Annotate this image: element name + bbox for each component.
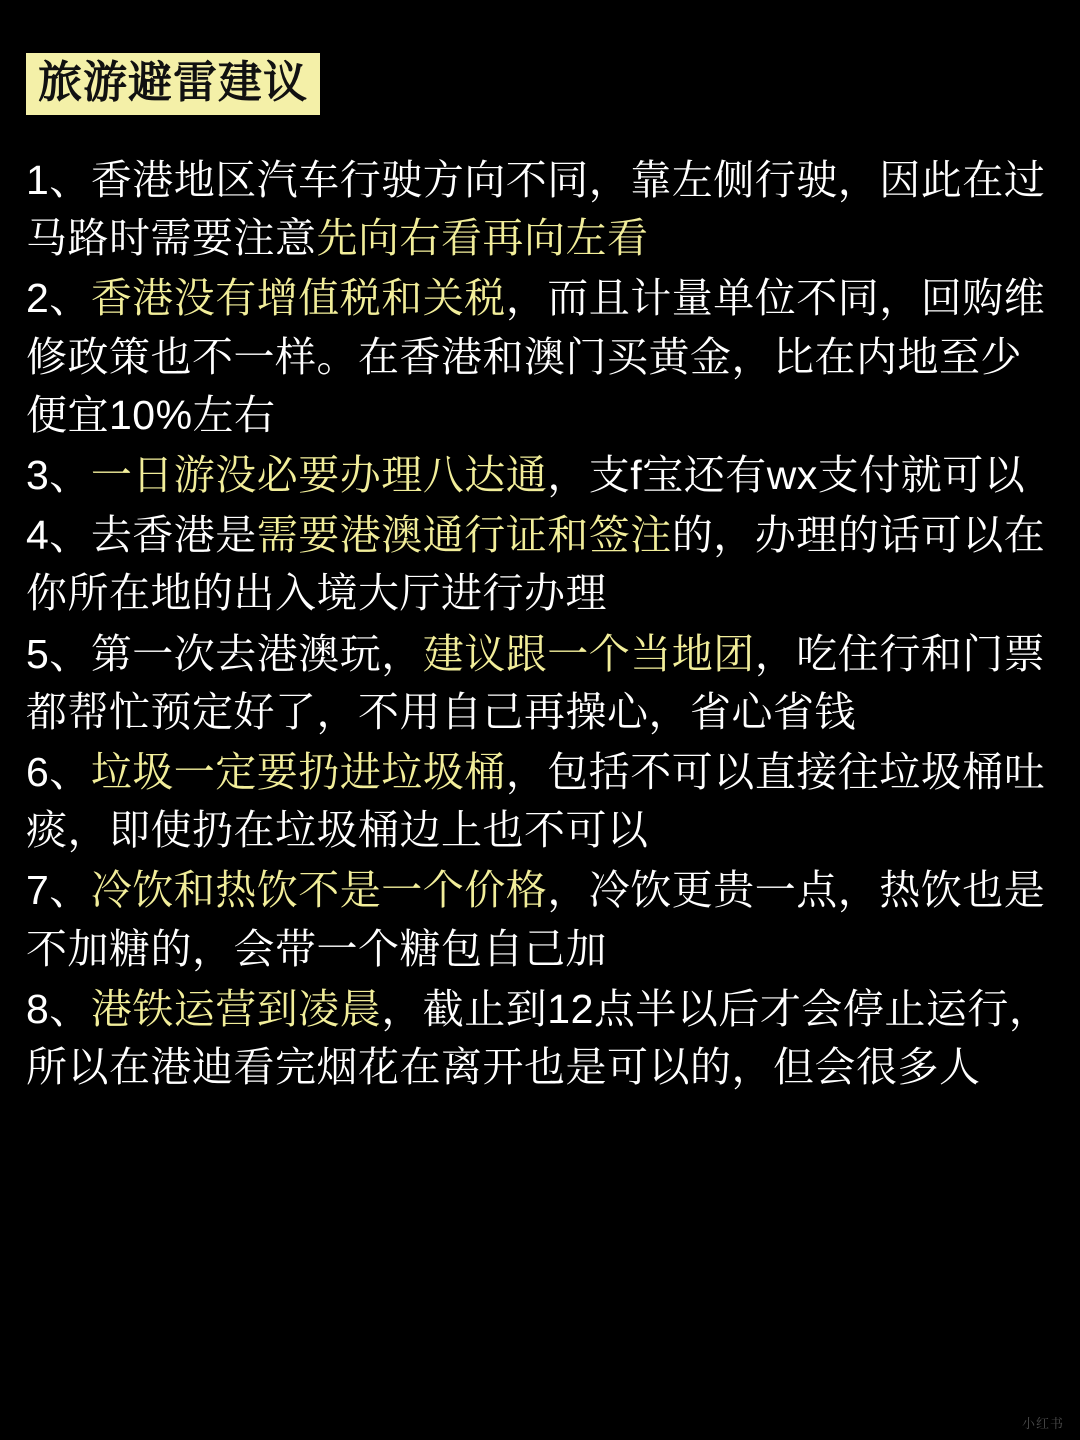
tip-item [26,506,1054,622]
tip-item [26,743,1054,859]
tip-text: ，吃住行和门票都帮忙预定好了，不用自己再操心，省心省钱 [26,630,1046,735]
tip-text: 第一次去港澳玩， [90,630,423,677]
tip-index: 1、 [26,156,91,203]
tip-text: 的，办理的话可以在你所在地的出入境大厅进行办理 [26,512,1046,617]
tip-highlight-text: 香港没有增值税和关税 [90,275,506,322]
tip-item [26,151,1054,267]
tip-item [26,446,1054,504]
tips-list [26,151,1054,1097]
tip-highlight-text: 一日游没必要办理八达通 [90,451,548,498]
tip-index: 6、 [26,749,91,796]
tip-index: 7、 [26,867,91,914]
tip-index: 8、 [26,985,91,1032]
tip-highlight-text: 港铁运营到凌晨 [90,985,382,1032]
tip-item [26,269,1054,444]
tip-index: 5、 [26,630,91,677]
tip-index: 3、 [26,451,91,498]
tip-item [26,861,1054,977]
tip-text: ，包括不可以直接往垃圾桶吐痰，即使扔在垃圾桶边上也不可以 [26,749,1046,854]
tip-highlight-text: 垃圾一定要扔进垃圾桶 [90,749,506,796]
tip-highlight-text: 冷饮和热饮不是一个价格 [90,867,548,914]
watermark: 小红书 [1021,1416,1064,1431]
tip-text: 去香港是 [90,512,257,559]
tip-index: 2、 [26,275,91,322]
tip-item [26,980,1054,1096]
tip-text: ，截止到12点半以后才会停止运行，所以在港迪看完烟花在离开也是可以的，但会很多人 [26,985,1051,1091]
page-title: 旅游避雷建议 [26,53,320,115]
tip-text: 香港地区汽车行驶方向不同，靠左侧行驶，因此在过马路时需要注意 [26,156,1046,262]
title-container [26,24,320,145]
tip-highlight-text: 建议跟一个当地团 [422,630,755,677]
tip-index: 4、 [26,512,91,559]
tip-text: ，冷饮更贵一点，热饮也是不加糖的，会带一个糖包自己加 [26,867,1046,972]
tip-highlight-text: 需要港澳通行证和签注 [256,512,672,559]
tip-highlight-text: 先向右看再向左看 [316,215,649,262]
tip-text: ，支f宝还有wx支付就可以 [547,451,1026,498]
tip-item [26,625,1054,741]
tip-text: ，而且计量单位不同，回购维修政策也不一样。在香港和澳门买黄金，比在内地至少便宜10%左右 [26,275,1046,438]
